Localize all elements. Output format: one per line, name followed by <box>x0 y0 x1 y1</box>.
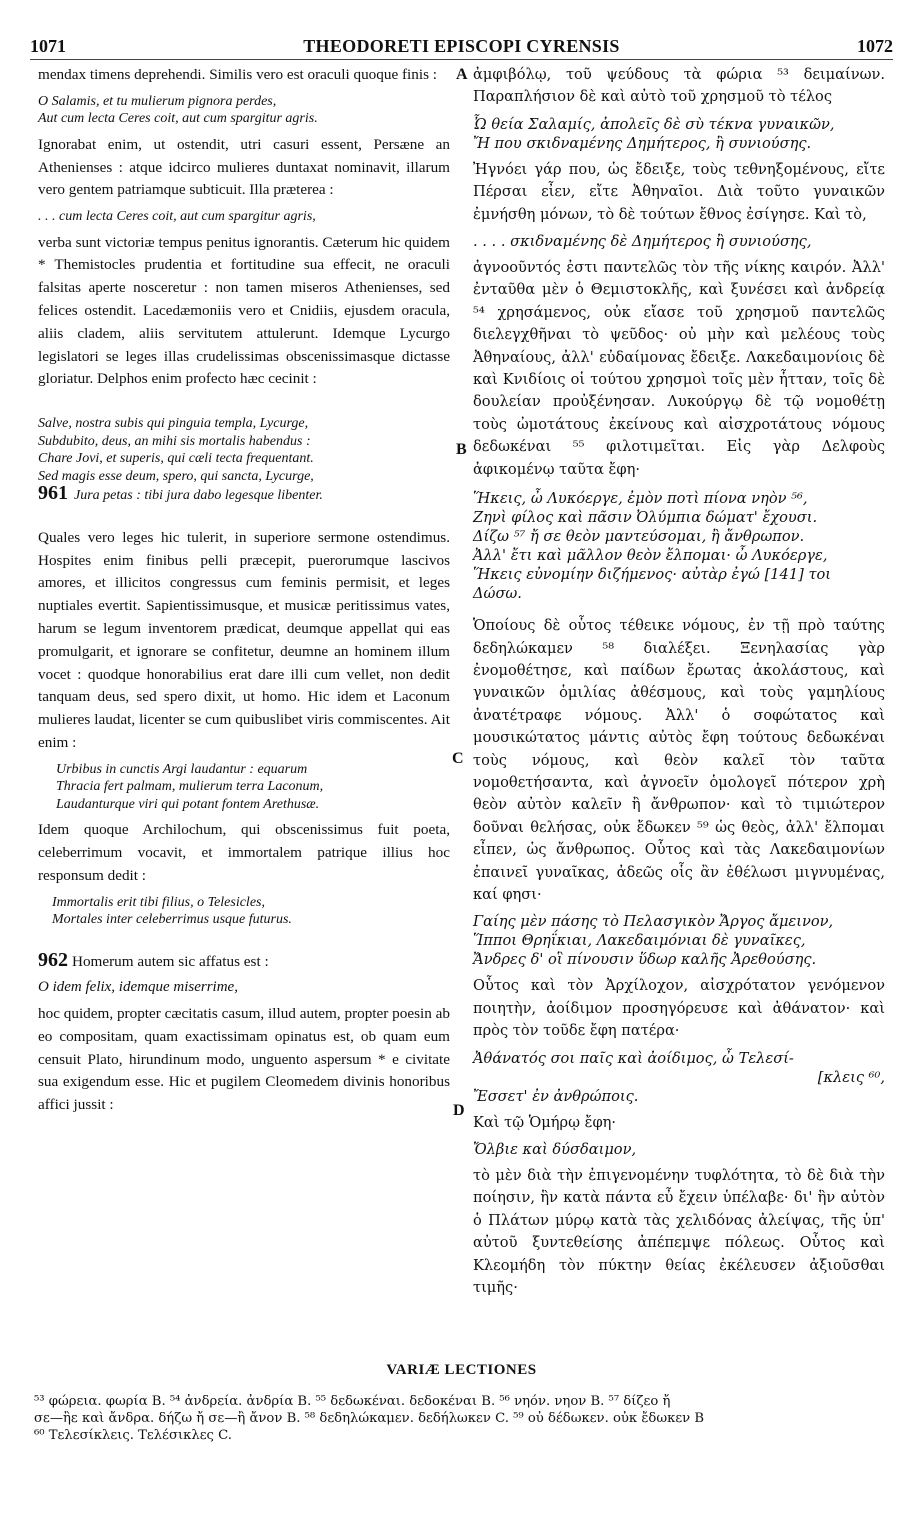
note-line: σε—ἢε καὶ ἄνδρα. δήζω ἤ σε—ἢ ἄνον B. ⁵⁸ δεδηλώκαμεν. δεδήλωκεν C. ⁵⁹ οὐ δέδωκεν. οὐκ ἔδωκεν B <box>34 1411 705 1426</box>
latin-verse-5 <box>38 894 450 929</box>
note-line: ⁵³ φώρεια. φωρία B. ⁵⁴ ἀνδρεία. ἀνδρία B. ⁵⁵ δεδωκέναι. δεδοκέναι B. ⁵⁶ νηόν. νηον B. ⁵⁷ δίζεο ἤ <box>34 1394 671 1409</box>
variae-lectiones-heading: VARIÆ LECTIONES <box>386 1362 537 1378</box>
greek-paragraph-5: Οὗτος καὶ τὸν Ἀρχίλοχον, αἰσχρότατον γενόμενον ποιητὴν, ἀοίδιμον προσηγόρευσε καὶ ἀθάνατον· καὶ πρὸς τὸν τοῦδε ἔφη πατέρα· <box>473 977 885 1040</box>
note-line: ⁶⁰ Τελεσίκλεις. Τελέσικλες C. <box>34 1428 232 1443</box>
greek-paragraph-7: τὸ μὲν διὰ τὴν ἐπιγενομένην τυφλότητα, τὸ δὲ διὰ τὴν ποίησιν, ἣν κατὰ πάντα εὖ ἔχειν ὑπέλαβε· δι' ἣν αὐτὸν ὁ Πλάτων μύρῳ κατὰ τὰς χελιδόνας ἀλείψας, τῆς ὑπ' αὐτοῦ ξυντεθείσης ἀπέπεμψε πόλεως. Οὗτος καὶ Κλεομήδη τὸν πύκτην θείας ἐκέλευσεν ἀξιοῦσθαι τιμῆς· <box>473 1167 885 1297</box>
running-header <box>30 36 893 58</box>
latin-column <box>38 64 450 1117</box>
column-number-962: 962 <box>38 948 68 971</box>
margin-letter-a: A <box>456 66 468 83</box>
latin-paragraph-4: Quales vero leges hic tulerit, in superiore sermone ostendimus. Hospites enim finibus pelli præcepit, puerorumque lascivos amores, et illicitos congressus cum feminis permisit, et leges nuptiales evertit. Sapientissimusque, et musicæ peritissimus vates, harum se legum inventorem prædicat, deumque appellat qui eas promulgarit, et ignorare se confitetur, deumne an hominem illum vocet : quodque honorabilius erat dare illi cum vellet, non dedit tanquam deus, sed spero dixit, ut homo. Hic idem et Laconum mulieres laudat, licenter se cum quibuslibet viris commiscentes. Ait enim : <box>38 528 450 751</box>
verse-line: Γαίης μὲν πάσης τὸ Πελασγικὸν Ἄργος ἄμεινον, <box>473 913 834 931</box>
greek-paragraph-1: ἀμφιβόλῳ, τοῦ ψεύδους τὰ φώρια ⁵³ δειμαίνων. Παραπλήσιον δὲ καὶ αὐτὸ τοῦ χρησμοῦ τὸ τέλος <box>473 66 885 106</box>
column-number-961: 961 <box>38 482 68 505</box>
verse-line: Urbibus in cunctis Argi laudantur : equarum <box>56 761 308 777</box>
latin-verse-3 <box>38 415 450 505</box>
running-title: THEODORETI EPISCOPI CYRENSIS <box>303 36 620 56</box>
variae-lectiones-notes <box>34 1393 892 1444</box>
verse-line: Ἀλλ' ἔτι καὶ μᾶλλον θεὸν ἔλπομαι· ὦ Λυκόεργε, <box>473 547 828 565</box>
verse-line: Ἵπποι Θρηΐκιαι, Λακεδαιμόνιαι δὲ γυναῖκες, <box>473 932 806 950</box>
latin-paragraph-2: Ignorabat enim, ut ostendit, utri casuri essent, Persæne an Athenienses : atque idcirco mulieres duntaxat nominavit, illarum vero gentem patriamque subticuit. Illa præterea : <box>38 135 450 199</box>
verse-line: Sed magis esse deum, spero, qui sancta, Lycurge, <box>38 468 314 484</box>
verse-line: Ἀθάνατός σοι παῖς καὶ ἀοίδιμος, ὦ Τελεσί- <box>473 1049 794 1067</box>
verse-line: Laudanturque viri qui potant fontem Arethusæ. <box>56 796 320 812</box>
verse-line: Subdubito, deus, an mihi sis mortalis habendus : <box>38 433 311 449</box>
latin-verse-4 <box>38 761 450 814</box>
verse-line: Ἔσσετ' ἐν ἀνθρώποις. <box>473 1087 639 1105</box>
verse-line: . . . . σκιδναμένης δὲ Δημήτερος ἢ συνιούσης, <box>473 233 812 251</box>
left-page-number: 1071 <box>30 36 66 56</box>
verse-line-continuation: [κλεις ⁶⁰, <box>817 1068 885 1086</box>
latin-verse-6 <box>38 979 450 997</box>
latin-verse-2 <box>38 208 450 226</box>
verse-line: Thracia fert palmam, mulierum terra Laconum, <box>56 779 324 795</box>
verse-line: Ὄλβιε καὶ δύσδαιμον, <box>473 1141 637 1158</box>
verse-line: Ἤ που σκιδναμένης Δημήτερος, ἢ συνιούσης. <box>473 134 812 152</box>
greek-verse-6 <box>473 1140 885 1159</box>
header-rule <box>30 59 893 60</box>
verse-line: Ἄνδρες δ' οἳ πίνουσιν ὕδωρ καλῆς Ἀρεθούσης. <box>473 951 817 969</box>
verse-line: Δώσω. <box>473 585 522 603</box>
verse-line: Jura petas : tibi jura dabo legesque libenter. <box>74 488 323 504</box>
greek-verse-4 <box>473 912 885 969</box>
paragraph-text: Homerum autem sic affatus est : <box>72 952 269 970</box>
greek-verse-1 <box>473 115 885 153</box>
verse-line-with-number <box>38 482 450 505</box>
right-page-number: 1072 <box>857 36 893 56</box>
verse-line: O Salamis, et tu mulierum pignora perdes, <box>38 93 277 109</box>
greek-paragraph-3: ἀγνοοῦντός ἐστι παντελῶς τὸν τῆς νίκης καιρόν. Ἀλλ' ἐνταῦθα μὲν ὁ Θεμιστοκλῆς, καὶ ξυνέσει καὶ ἀνδρείᾳ ⁵⁴ χρησάμενος, οὐκ εἴασε τοῦ χρησμοῦ παντελῶς διελεγχθῆναι τὸ ψεῦδος· οὐ μὴν καὶ μελέους τοὺς Ἀθηναίους, ἀλλ' εὐδαίμονας ἔδειξε. Λακεδαιμονίοις δὲ καὶ Κνιδίοις οἱ τούτου χρησμοὶ τοῖς μὲν ἧτταν, τοῖς δὲ δουλείαν προὐξένησαν. Λυκούργῳ δὲ τῷ νομοθέτῃ τοὺς ὠμοτάτους ἐκείνους καὶ αἰσχροτάτους νόμους δεδωκέναι ⁵⁵ φιλοτιμεῖται. Εἰς γὰρ Δελφοὺς ἀφικομένῳ ταῦτα ἔφη· <box>473 259 885 478</box>
verse-line: Ὦ θεία Σαλαμίς, ἀπολεῖς δὲ σὺ τέκνα γυναικῶν, <box>473 115 835 133</box>
verse-line: Δίζω ⁵⁷ ἤ σε θεὸν μαντεύσομαι, ἢ ἄνθρωπον. <box>473 528 805 546</box>
latin-paragraph-6 <box>38 949 450 974</box>
verse-line: Ζηνὶ φίλος καὶ πᾶσιν Ὀλύμπια δώματ' ἔχουσι. <box>473 509 818 527</box>
greek-paragraph-6: Καὶ τῷ Ὁμήρῳ ἔφη· <box>473 1113 617 1131</box>
verse-line: O idem felix, idemque miserrime, <box>38 979 238 996</box>
margin-letter-c: C <box>452 750 464 767</box>
latin-paragraph-1: mendax timens deprehendi. Similis vero est oraculi quoque finis : <box>38 66 438 83</box>
margin-letter-b: B <box>456 441 467 458</box>
greek-verse-2 <box>473 232 885 251</box>
greek-column <box>473 64 885 1299</box>
latin-paragraph-3: verba sunt victoriæ tempus penitus ignorantis. Cæterum hic quidem * Themistocles prudentia et fortitudine sua effecit, ne oraculi falsitas aperte nosceretur : non tamen miseros Athenienses, sed felices ostendit. Lacedæmoniis vero et Cnidiis, ejusdem oracula, aliis cladem, aliis servitutem attulerunt. Idemque Lycurgo legislatori se leges illas crudelissimas obscenissimasque dictasse gloriatur. Delphos enim profecto hæc cecinit : <box>38 233 450 388</box>
verse-line: . . . cum lecta Ceres coit, aut cum spargitur agris, <box>38 209 316 225</box>
greek-paragraph-4: Ὁποίους δὲ οὗτος τέθεικε νόμους, ἐν τῇ πρὸ ταύτης δεδηλώκαμεν ⁵⁸ διαλέξει. Ξενηλασίας γὰρ ἐνομοθέτησε, καὶ παίδων ἔρωτας ἀκολάστους, καὶ γυναικῶν ὁμιλίας ἀθέσμους, καὶ τοὺς γαμηλίους ἀνατέτραφε νόμους. Ἀλλ' ὁ σοφώτατος καὶ μουσικώτατος μάντις αὐτὸς ἔφη τούτους δεδωκέναι τοὺς νόμους, καὶ θεὸν καλεῖ τὸν ταῦτα νομοθετήσαντα, καὶ ἀγνοεῖν ὁμολογεῖ πότερον χρὴ θεὸν αὐτὸν καλεῖν ἢ ἄνθρωπον· καὶ τὸ τιμιώτερον δοῦναι θελήσας, οὐκ ἔδωκεν ⁵⁹ ὡς θεὸς, ἀλλ' ἔλπομαι εἶπεν, ὡς ἄνθρωπος. Οὗτος καὶ τὰς Λακεδαιμονίων ἐπαινεῖ γυναῖκας, ἀδεῶς οἷς ἂν ἐθέλωσι μιγνυμένας, καί φησι· <box>473 617 885 903</box>
verse-line: Salve, nostra subis qui pinguia templa, Lycurge, <box>38 416 309 432</box>
verse-line: Ἥκεις εὐνομίην διζήμενος· αὐτὰρ ἐγώ [141] τοι <box>473 566 832 584</box>
greek-verse-5 <box>473 1049 885 1106</box>
greek-verse-3 <box>473 489 885 603</box>
latin-verse-1 <box>38 93 450 128</box>
verse-line: Ἥκεις, ὦ Λυκόεργε, ἐμὸν ποτὶ πίονα νηὸν ⁵⁶, <box>473 490 808 508</box>
latin-paragraph-5: Idem quoque Archilochum, qui obscenissimus fuit poeta, celeberrimum vocavit, et immortalem patrique illius hoc responsum dedit : <box>38 821 450 884</box>
greek-paragraph-2: Ἠγνόει γάρ που, ὡς ἔδειξε, τοὺς τεθνηξομένους, εἴτε Πέρσαι εἶεν, εἴτε Ἀθηναῖοι. Διὰ τοῦτο γυναικῶν ἐμνήσθη μόνων, τὸ δὲ τούτων ἔθνος ἐσίγησε. Καὶ τὸ, <box>473 160 885 223</box>
verse-line: Immortalis erit tibi filius, o Telesicles, <box>52 894 265 910</box>
verse-line: Mortales inter celeberrimus usque futurus. <box>52 912 292 928</box>
latin-paragraph-7: hoc quidem, propter cæcitatis casum, illud autem, propter poesin ab eo compositam, quam exactissimam opinatus est, ob quam eum censuit Plato, hirundinum modo, unguento aspersum * e civitate sua exigendum esse. Hic et pugilem Cleomedem divinis honoribus affici jussit : <box>38 1004 450 1114</box>
margin-letter-d: D <box>453 1102 465 1119</box>
verse-line: Aut cum lecta Ceres coit, aut cum spargitur agris. <box>38 111 318 127</box>
verse-line: Chare Jovi, et superis, qui cæli tecta frequentant. <box>38 451 314 467</box>
